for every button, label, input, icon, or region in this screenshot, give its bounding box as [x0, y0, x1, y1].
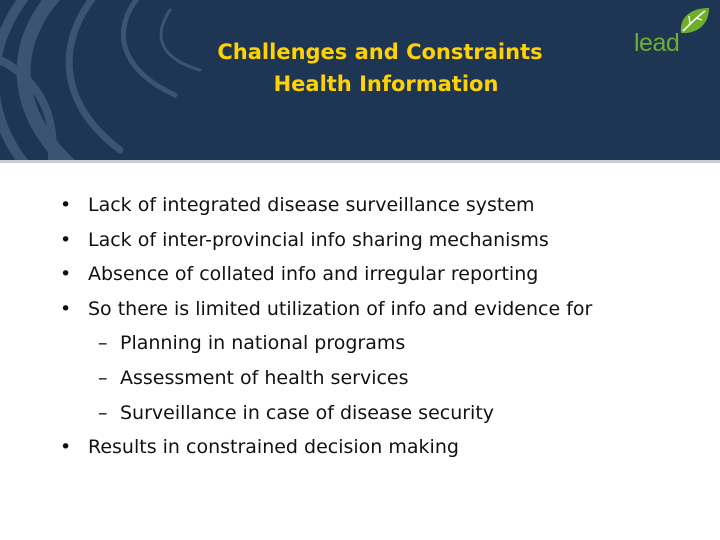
- title-line-1: Challenges and Constraints: [217, 40, 543, 64]
- bullet-marker: •: [60, 228, 72, 251]
- title-line-2: Health Information: [273, 72, 499, 96]
- sub-bullet-item: [0, 326, 720, 361]
- bullet-item: [0, 257, 720, 292]
- bullet-text: Results in constrained decision making: [88, 436, 459, 459]
- sub-bullet-text: Planning in national programs: [120, 332, 406, 355]
- dash-marker: –: [98, 332, 108, 355]
- lead-logo: [634, 6, 712, 56]
- bullet-marker: •: [60, 194, 72, 216]
- logo-text: lead: [634, 29, 680, 57]
- slide-header: [0, 0, 720, 160]
- dash-marker: –: [98, 401, 108, 424]
- sub-bullet-text: Assessment of health services: [120, 366, 409, 389]
- bullet-item: [0, 292, 720, 327]
- bullet-marker: •: [60, 436, 72, 459]
- bullet-marker: •: [60, 297, 72, 320]
- dash-marker: –: [98, 366, 108, 389]
- bullet-item: [0, 188, 720, 223]
- bullet-text: Lack of integrated disease surveillance system: [88, 194, 535, 216]
- slide-title: [0, 36, 720, 100]
- sub-bullet-item: [0, 396, 720, 431]
- bullet-text: Absence of collated info and irregular reporting: [88, 263, 539, 286]
- sub-bullet-item: [0, 361, 720, 396]
- bullet-text: Lack of inter-provincial info sharing mechanisms: [88, 228, 549, 251]
- sub-bullet-text: Surveillance in case of disease security: [120, 401, 495, 424]
- header-divider: [0, 160, 720, 163]
- bullet-text: So there is limited utilization of info and evidence for: [88, 297, 593, 320]
- bullet-item: [0, 430, 720, 465]
- bullet-item: [0, 223, 720, 258]
- bullet-list: [0, 188, 720, 465]
- bullet-marker: •: [60, 263, 72, 286]
- leaf-icon: [678, 6, 712, 36]
